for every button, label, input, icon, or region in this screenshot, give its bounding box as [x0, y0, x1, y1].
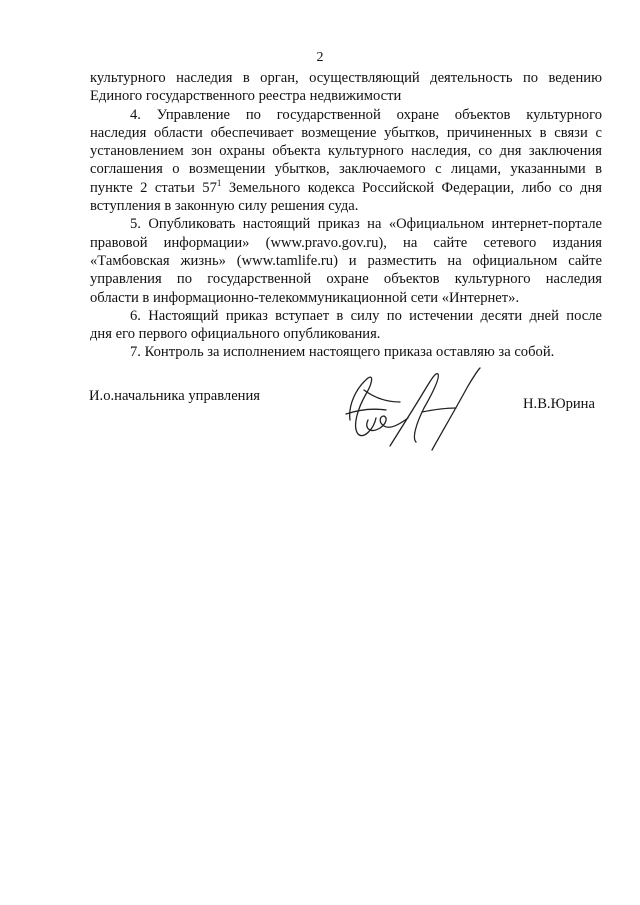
page-number: 2 [316, 50, 324, 65]
text-line: правовой информации» (www.pravo.gov.ru), на сайте сетевого издания [90, 234, 602, 251]
document-body [90, 69, 602, 362]
text-line: Единого государственного реестра недвижимости [90, 88, 402, 105]
text-line: 4. Управление по государственной охране объектов культурного [130, 106, 602, 123]
text-fragment: Земельного кодекса Российской Федерации, либо со дня [221, 179, 602, 196]
text-line: дня его первого официального опубликования. [90, 326, 381, 343]
text-line: установлением зон охраны объекта культурного наследия, со дня заключения [90, 143, 602, 160]
paragraph-continuation [90, 69, 602, 106]
text-line: «Тамбовская жизнь» (www.tamlife.ru) и разместить на официальном сайте [90, 252, 602, 269]
signatory-name: Н.В.Юрина [523, 396, 595, 412]
text-line: вступления в законную силу решения суда. [90, 198, 359, 215]
text-line: соглашения о возмещении убытков, заключаемого с лицами, указанными в [90, 161, 602, 178]
signatory-position: И.о.начальника управления [89, 388, 261, 404]
text-line: культурного наследия в орган, осуществляющий деятельность по ведению [90, 70, 602, 86]
text-line: 6. Настоящий приказ вступает в силу по истечении десяти дней после [130, 307, 602, 324]
paragraph-item-5 [90, 215, 602, 306]
text-line: наследия области обеспечивает возмещение убытков, причиненных в связи с [90, 124, 602, 141]
text-line: 5. Опубликовать настоящий приказ на «Официальном интернет-портале [130, 216, 602, 233]
text-line: области в информационно-телекоммуникационной сети «Интернет». [90, 289, 520, 306]
text-line: 7. Контроль за исполнением настоящего приказа оставляю за собой. [130, 344, 555, 361]
text-line-with-superscript [90, 179, 602, 197]
text-fragment: пункте 2 статьи 57 [90, 179, 217, 196]
paragraph-item-4 [90, 106, 602, 216]
superscript-index: 1 [216, 177, 222, 188]
text-line: управления по государственной охране объектов культурного наследия [90, 271, 602, 288]
paragraph-item-6 [90, 307, 602, 344]
handwritten-signature [328, 350, 488, 460]
